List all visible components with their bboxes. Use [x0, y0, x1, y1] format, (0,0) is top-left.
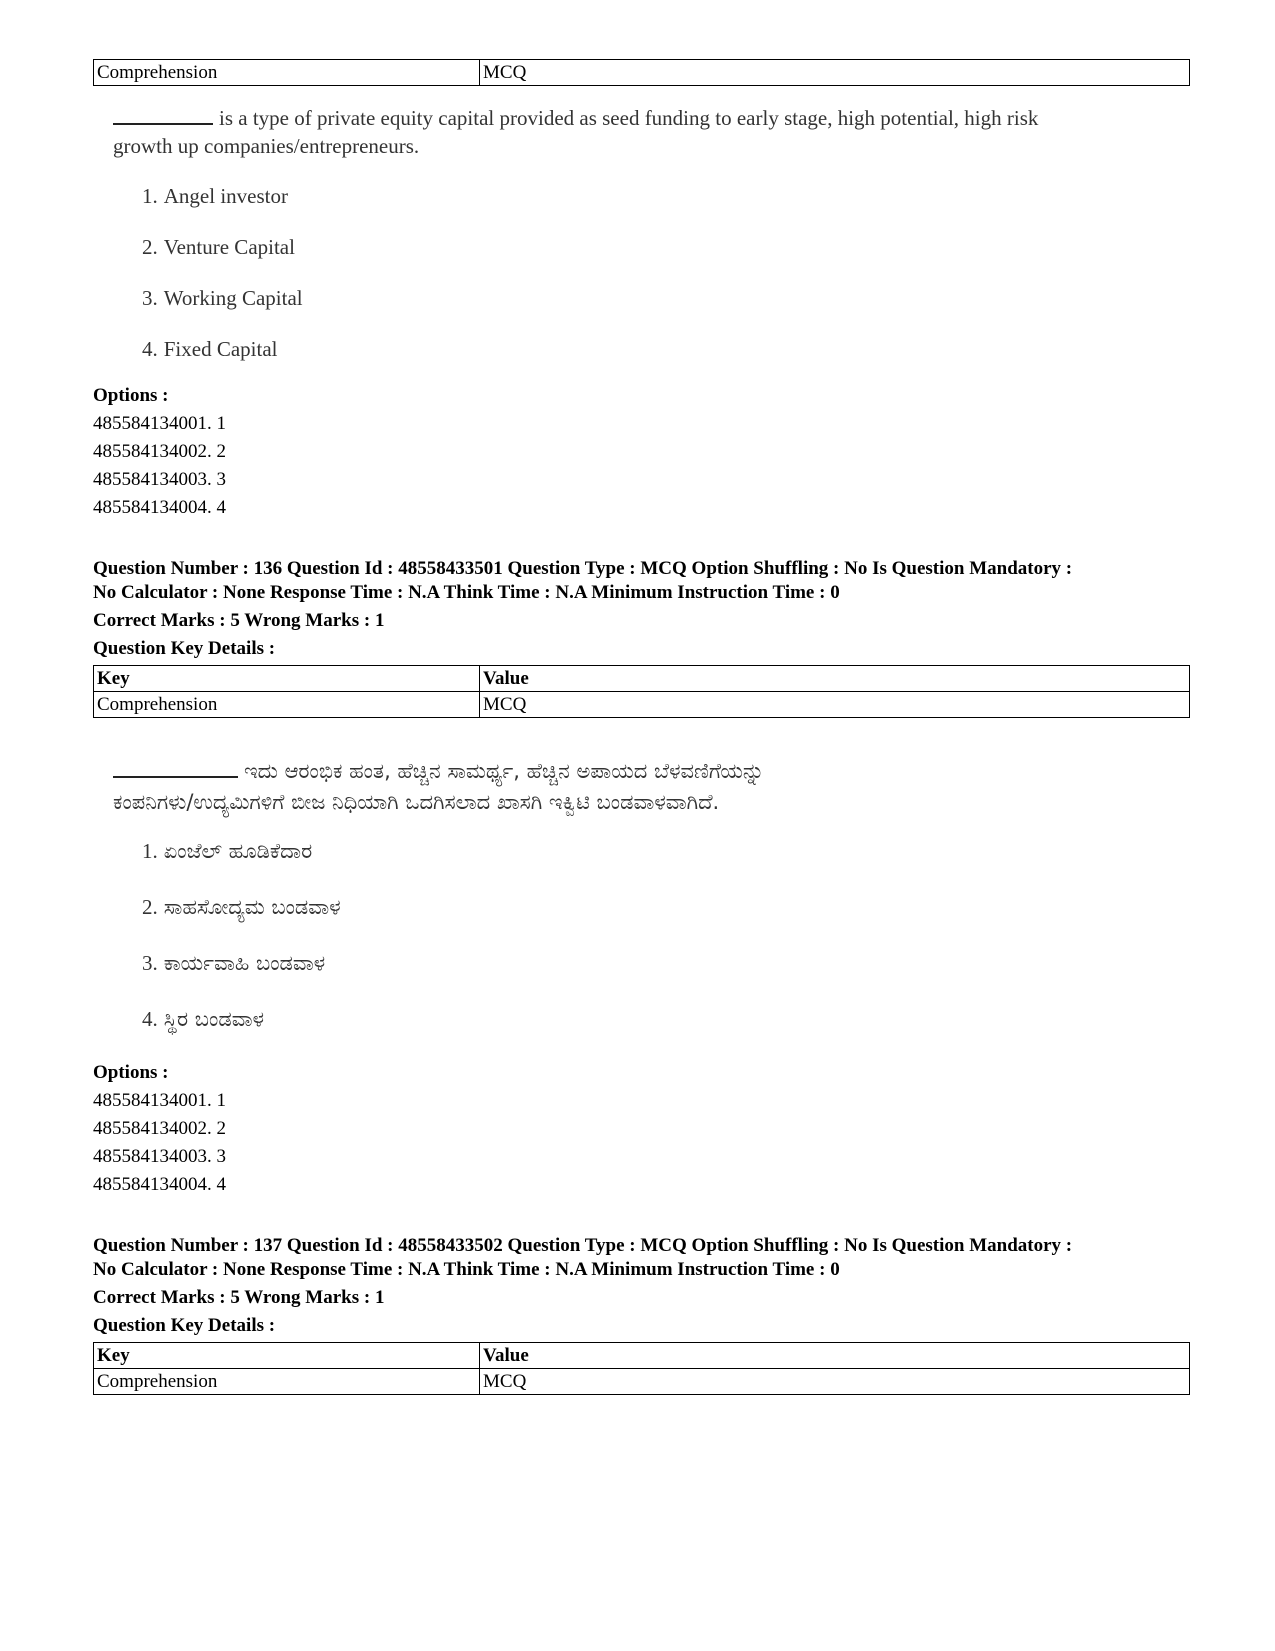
question-line-2: ಕಂಪನಿಗಳು/ಉದ್ಯಮಿಗಳಿಗೆ ಬೀಜ ನಿಧಿಯಾಗಿ ಒದಗಿಸಲಾದ ಖಾಸಗಿ ಇಕ್ವಿಟಿ ಬಂಡವಾಳವಾಗಿದೆ. [113, 790, 720, 814]
question-text-kannada [113, 756, 1193, 818]
key-details-table [93, 1342, 1190, 1395]
table-row [94, 60, 1190, 86]
choice-item [142, 285, 303, 311]
table-cell-value: MCQ [480, 692, 1190, 718]
choice-item [142, 183, 288, 209]
choice-label: Fixed Capital [163, 337, 278, 361]
table-header-row [94, 666, 1190, 692]
option-id: 485584134001. 1 [93, 1090, 226, 1111]
choice-number: 4. [142, 1007, 158, 1031]
table-row [94, 1369, 1190, 1395]
choice-number: 2. [142, 235, 158, 259]
choice-label: ಏಂಜೆಲ್ ಹೂಡಿಕೆದಾರ [163, 839, 313, 863]
question-key-details-label: Question Key Details : [93, 1315, 276, 1336]
key-details-table-top [93, 59, 1190, 86]
choice-item [142, 1006, 264, 1032]
question-meta-line-1: Question Number : 137 Question Id : 48558433502 Question Type : MCQ Option Shuffling : No Is Question Mandatory : [93, 1235, 1073, 1256]
choice-label: Angel investor [163, 184, 288, 208]
column-header-value: Value [480, 1343, 1190, 1369]
choice-label: ಸ್ಥಿರ ಬಂಡವಾಳ [163, 1007, 265, 1031]
choice-label: Venture Capital [163, 235, 295, 259]
table-cell-value: MCQ [480, 1369, 1190, 1395]
table-header-row [94, 1343, 1190, 1369]
table-cell-key: Comprehension [94, 60, 480, 86]
choice-item [142, 894, 341, 920]
question-marks: Correct Marks : 5 Wrong Marks : 1 [93, 1287, 385, 1308]
question-text-english [113, 104, 1193, 160]
choice-label: ಸಾಹಸೋದ್ಯಮ ಬಂಡವಾಳ [163, 895, 341, 919]
option-id: 485584134002. 2 [93, 1118, 226, 1139]
option-id: 485584134003. 3 [93, 469, 226, 490]
options-heading: Options : [93, 1062, 169, 1083]
question-meta-line-2: No Calculator : None Response Time : N.A Think Time : N.A Minimum Instruction Time : 0 [93, 582, 840, 603]
question-meta-line-2: No Calculator : None Response Time : N.A Think Time : N.A Minimum Instruction Time : 0 [93, 1259, 840, 1280]
table-cell-key: Comprehension [94, 692, 480, 718]
question-meta [93, 1234, 1193, 1282]
choice-number: 3. [142, 951, 158, 975]
question-line-1 [113, 104, 1193, 132]
choice-label: ಕಾರ್ಯವಾಹಿ ಬಂಡವಾಳ [163, 951, 326, 975]
table-cell-value: MCQ [480, 60, 1190, 86]
question-meta-line-1: Question Number : 136 Question Id : 48558433501 Question Type : MCQ Option Shuffling : No Is Question Mandatory : [93, 558, 1073, 579]
choice-number: 1. [142, 839, 158, 863]
answer-blank [113, 105, 213, 125]
choice-number: 3. [142, 286, 158, 310]
key-details-table [93, 665, 1190, 718]
question-line-1-text: ಇದು ಆರಂಭಿಕ ಹಂತ, ಹೆಚ್ಚಿನ ಸಾಮರ್ಥ್ಯ, ಹೆಚ್ಚಿನ ಅಪಾಯದ ಬೆಳವಣಿಗೆಯನ್ನು [244, 759, 765, 783]
choice-item [142, 234, 295, 260]
choice-item [142, 950, 325, 976]
option-id: 485584134003. 3 [93, 1146, 226, 1167]
question-line-2: growth up companies/entrepreneurs. [113, 134, 420, 158]
column-header-key: Key [94, 666, 480, 692]
option-id: 485584134001. 1 [93, 413, 226, 434]
question-marks: Correct Marks : 5 Wrong Marks : 1 [93, 610, 385, 631]
choice-number: 1. [142, 184, 158, 208]
table-cell-key: Comprehension [94, 1369, 480, 1395]
column-header-value: Value [480, 666, 1190, 692]
table-row [94, 692, 1190, 718]
options-heading: Options : [93, 385, 169, 406]
choice-item [142, 838, 312, 864]
option-id: 485584134002. 2 [93, 441, 226, 462]
option-id: 485584134004. 4 [93, 497, 226, 518]
question-line-1-text: is a type of private equity capital provided as seed funding to early stage, high potential, high risk [219, 106, 1039, 130]
choice-number: 2. [142, 895, 158, 919]
question-key-details-label: Question Key Details : [93, 638, 276, 659]
column-header-key: Key [94, 1343, 480, 1369]
answer-blank [113, 758, 238, 778]
question-meta [93, 557, 1193, 605]
choice-item [142, 336, 278, 362]
choice-number: 4. [142, 337, 158, 361]
question-line-1 [113, 756, 1193, 787]
choice-label: Working Capital [163, 286, 303, 310]
option-id: 485584134004. 4 [93, 1174, 226, 1195]
